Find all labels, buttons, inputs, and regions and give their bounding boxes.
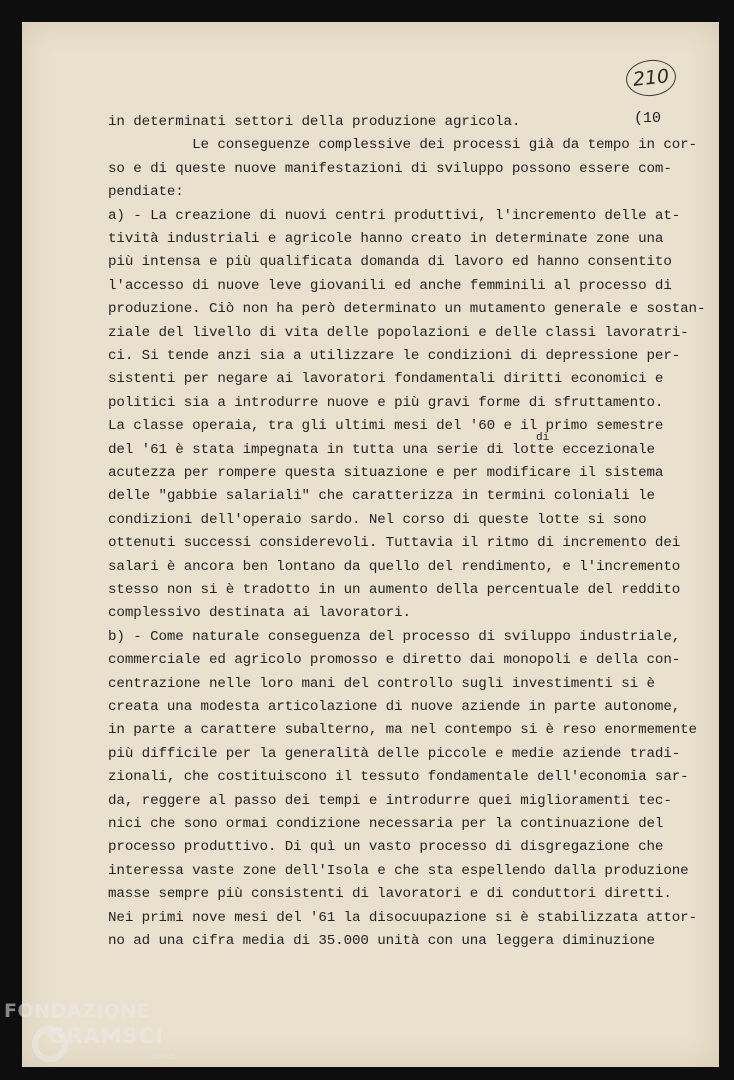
text-line: del '61 è stata impegnata in tutta una serie di lotte eccezionale	[108, 441, 655, 458]
text-line: so e di queste nuove manifestazioni di sviluppo possono essere com-	[108, 160, 672, 177]
text-line: b) - Come naturale conseguenza del processo di sviluppo industriale,	[108, 628, 681, 645]
text-line: sistenti per negare ai lavoratori fondamentali diritti economici e	[108, 371, 664, 388]
text-line: delle "gabbie salariali" che caratterizza in termini coloniali le	[108, 488, 655, 505]
text-line: La classe operaia, tra gli ultimi mesi del '60 e il primo semestre	[108, 418, 664, 435]
text-line: Nei primi nove mesi del '61 la disocuupazione si è stabilizzata attor-	[108, 909, 697, 926]
text-line: in parte a carattere subalterno, ma nel contempo si è reso enormemente	[108, 722, 697, 739]
text-line: condizioni dell'operaio sardo. Nel corso di queste lotte si sono	[108, 511, 647, 528]
text-line: ci. Si tende anzi sia a utilizzare le condizioni di depressione per-	[108, 348, 681, 364]
text-line: masse sempre più consistenti di lavoratori e di conduttori diretti.	[108, 886, 672, 903]
archive-number-stamp: 210	[624, 57, 677, 98]
text-line: centrazione nelle loro mani del controllo sugli investimenti si è	[108, 675, 655, 692]
page-number: (10	[634, 110, 662, 127]
text-line: acutezza per rompere questa situazione e per modificare il sistema	[108, 465, 664, 481]
text-line: complessivo destinata ai lavoratori.	[108, 605, 411, 622]
text-line: da, reggere al passo dei tempi e introdurre quei miglioramenti tec-	[108, 792, 672, 809]
text-line: tività industriali e agricole hanno creato in determinate zone una	[108, 231, 664, 247]
text-line: ottenuti successi considerevoli. Tuttavia il ritmo di incremento dei	[108, 535, 681, 552]
text-line: ziale del livello di vita delle popolazioni e delle classi lavoratri-	[108, 324, 689, 341]
text-line: pendiate:	[108, 184, 184, 201]
text-line: processo produttivo. Di quì un vasto processo di disgregazione che	[108, 839, 664, 856]
text-line: interessa vaste zone dell'Isola e che sta espellendo dalla produzione	[108, 862, 689, 879]
text-line: creata una modesta articolazione di nuove aziende in parte autonome,	[108, 699, 681, 715]
text-line: l'accesso di nuove leve giovanili ed anche femminili al processo di	[108, 277, 672, 294]
text-line: nici che sono ormai condizione necessaria per la continuazione del	[108, 816, 664, 832]
text-line: produzione. Ciò non ha però determinato un mutamento generale e sostan-	[108, 301, 706, 318]
watermark-sub: onlus	[152, 1052, 177, 1062]
document-page	[22, 22, 719, 1067]
text-line: politici sia a introdurre nuove e più gravi forme di sfruttamento.	[108, 394, 664, 411]
text-line: più difficile per la generalità delle piccole e medie aziende tradi-	[108, 745, 681, 762]
text-line: zionali, che costituiscono il tessuto fondamentale dell'economia sar-	[108, 769, 689, 786]
text-line: no ad una cifra media di 35.000 unità con una leggera diminuzione	[108, 933, 655, 949]
text-line: commerciale ed agricolo promosso e diretto dai monopoli e della con-	[108, 652, 681, 669]
watermark-line1: FONDAZIONE	[4, 1000, 151, 1022]
text-line: salari è ancora ben lontano da quello del rendimento, e l'incremento	[108, 558, 681, 575]
handwritten-insertion: di	[536, 431, 550, 444]
text-line: stesso non si è tradotto in un aumento della percentuale del reddito	[108, 582, 681, 598]
text-line: Le conseguenze complessive dei processi già da tempo in cor-	[108, 137, 697, 154]
watermark-line2: GRAMSCI	[48, 1024, 164, 1048]
text-line: in determinati settori della produzione agricola.	[108, 114, 521, 130]
text-line: più intensa e più qualificata domanda di lavoro ed hanno consentito	[108, 254, 672, 271]
text-line: a) - La creazione di nuovi centri produttivi, l'incremento delle at-	[108, 207, 681, 224]
watermark-logo	[4, 1000, 204, 1080]
